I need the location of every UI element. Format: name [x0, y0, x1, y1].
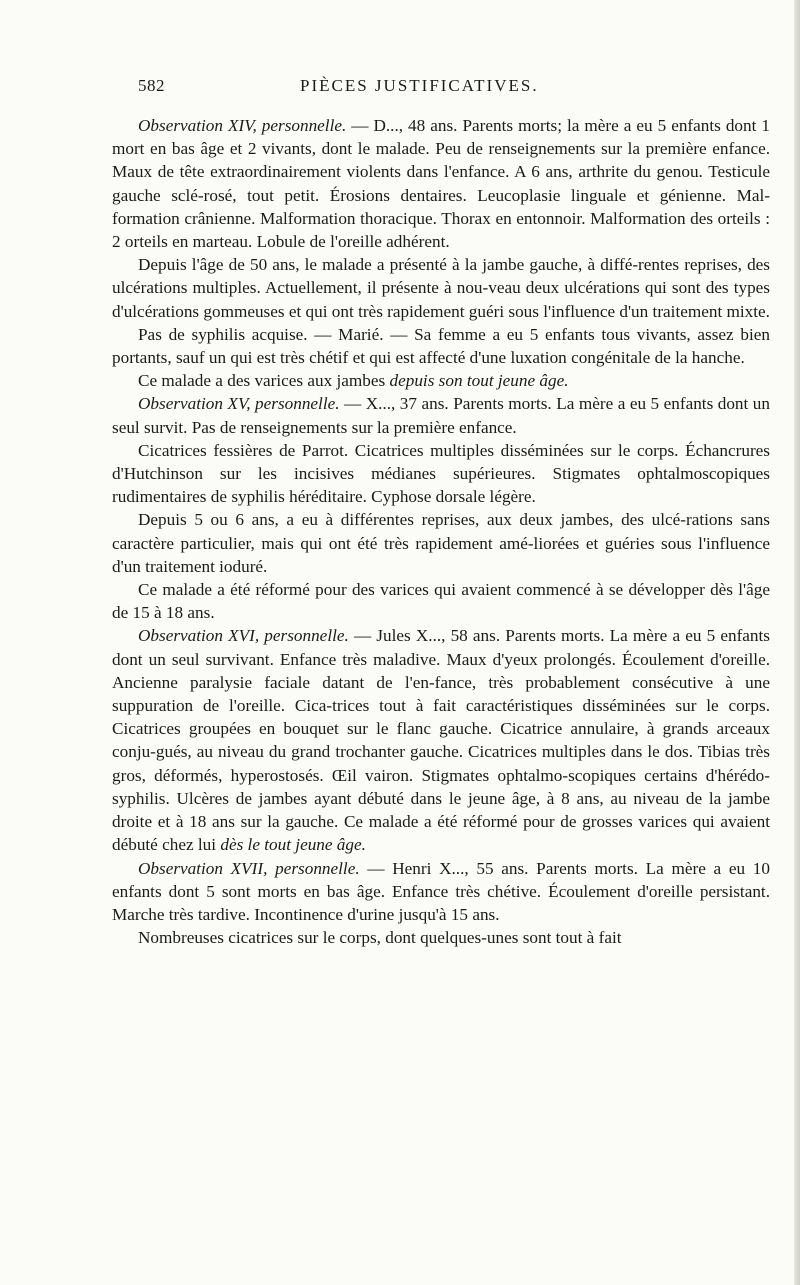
- paragraph: [112, 439, 770, 509]
- paragraph-obs-xv: [112, 392, 770, 438]
- paragraph-text: Ce malade a des varices aux jambes: [138, 371, 390, 391]
- paragraph: [112, 508, 770, 578]
- paragraph-text: Depuis l'âge de 50 ans, le malade a présenté à la jambe gauche, à diffé-rentes reprises, des ulcérations multiples. Actuellement, il présente à nou-veau deux ulcérations qui sont des types d'ulcérations gommeuses et qui ont très rapidement guéri sous l'influence d'un traitement mixte.: [112, 255, 770, 321]
- paragraph-text: — D..., 48 ans. Parents morts; la mère a eu 5 enfants dont 1 mort en bas âge et 2 vivants, dont le malade. Peu de renseignements sur la première enfance. Maux de tête extraordinairement violents dans l'enfance. A 6 ans, arthrite du genou. Testicule gauche sclé-rosé, tout petit. Érosions dentaires. Leucoplasie linguale et génienne. Mal-formation crânienne. Malformation thoracique. Thorax en entonnoir. Malformation des orteils : 2 orteils en marteau. Lobule de l'oreille adhérent.: [112, 116, 770, 252]
- italic-phrase: depuis son tout jeune âge.: [389, 371, 569, 391]
- paragraph-text: — Jules X..., 58 ans. Parents morts. La mère a eu 5 enfants dont un seul survivant. Enfance très maladive. Maux d'yeux prolongés. Écoulement d'oreille. Ancienne paralysie faciale datant de l'en-fance, très probablement consécutive à une suppuration de l'oreille. Cica-trices tout à fait caractéristiques disséminées sur le corps. Cicatrices groupées en bouquet sur le flanc gauche. Cicatrice annulaire, à grands arceaux conju-gués, au niveau du grand trochanter gauche. Cicatrices multiples dans le dos. Tibias très gros, déformés, hyperostosés. Œil vairon. Stigmates ophtalmo-scopiques certains d'hérédo-syphilis. Ulcères de jambes ayant débuté dans le jeune âge, à 8 ans, au niveau de la jambe droite et à 18 ans sur la gauche. Ce malade a été réformé pour de grosses varices qui avaient débuté chez lui: [112, 626, 770, 855]
- page-header: [110, 76, 800, 102]
- paragraph-obs-xvii: [112, 857, 770, 927]
- running-title: PIÈCES JUSTIFICATIVES.: [300, 76, 539, 95]
- paragraph-text: Cicatrices fessières de Parrot. Cicatrices multiples disséminées sur le corps. Échancrures d'Hutchinson sur les incisives médianes supérieures. Stigmates ophtalmoscopiques rudimentaires de syphilis héréditaire. Cyphose dorsale légère.: [112, 440, 770, 507]
- observation-title: Observation XIV, personnelle.: [138, 116, 347, 135]
- paragraph-text: — Henri X..., 55 ans. Parents morts. La mère a eu 10 enfants dont 5 sont morts en bas âge. Enfance très chétive. Écoulement d'oreille persistant. Marche très tardive. Incontinence d'urine jusqu'à 15 ans.: [112, 858, 770, 924]
- paragraph-text: Ce malade a été réformé pour des varices qui avaient commencé à se développer dès l'âge de 15 à 18 ans.: [112, 580, 770, 623]
- italic-phrase: dès le tout jeune âge.: [220, 835, 366, 855]
- paragraph: [112, 253, 770, 323]
- paragraph: [112, 578, 770, 624]
- paragraph-text: Nombreuses cicatrices sur le corps, dont quelques-unes sont tout à fait: [138, 928, 622, 948]
- body-text: [112, 114, 770, 949]
- paragraph-obs-xiv: [112, 114, 770, 253]
- paragraph: [112, 369, 770, 392]
- page-edge: [794, 0, 800, 1285]
- paragraph-text: Pas de syphilis acquise. — Marié. — Sa femme a eu 5 enfants tous vivants, assez bien portants, sauf un qui est très chétif et qui est affecté d'une luxation congénitale de la hanche.: [112, 324, 770, 368]
- paragraph-text: — X..., 37 ans. Parents morts. La mère a eu 5 enfants dont un seul survit. Pas de renseignements sur la première enfance.: [112, 394, 770, 437]
- page-number: 582: [138, 76, 165, 95]
- paragraph-text: Depuis 5 ou 6 ans, a eu à différentes reprises, aux deux jambes, des ulcé-rations sans caractère particulier, mais qui ont été très rapidement amé-liorées et guéries sous l'influence d'un traitement ioduré.: [112, 510, 770, 576]
- paragraph-obs-xvi: [112, 624, 770, 856]
- observation-title: Observation XV, personnelle.: [138, 394, 340, 414]
- observation-title: Observation XVII, personnelle.: [138, 858, 360, 878]
- observation-title: Observation XVI, personnelle.: [138, 626, 349, 646]
- paragraph: [112, 323, 770, 369]
- paragraph: [112, 926, 770, 949]
